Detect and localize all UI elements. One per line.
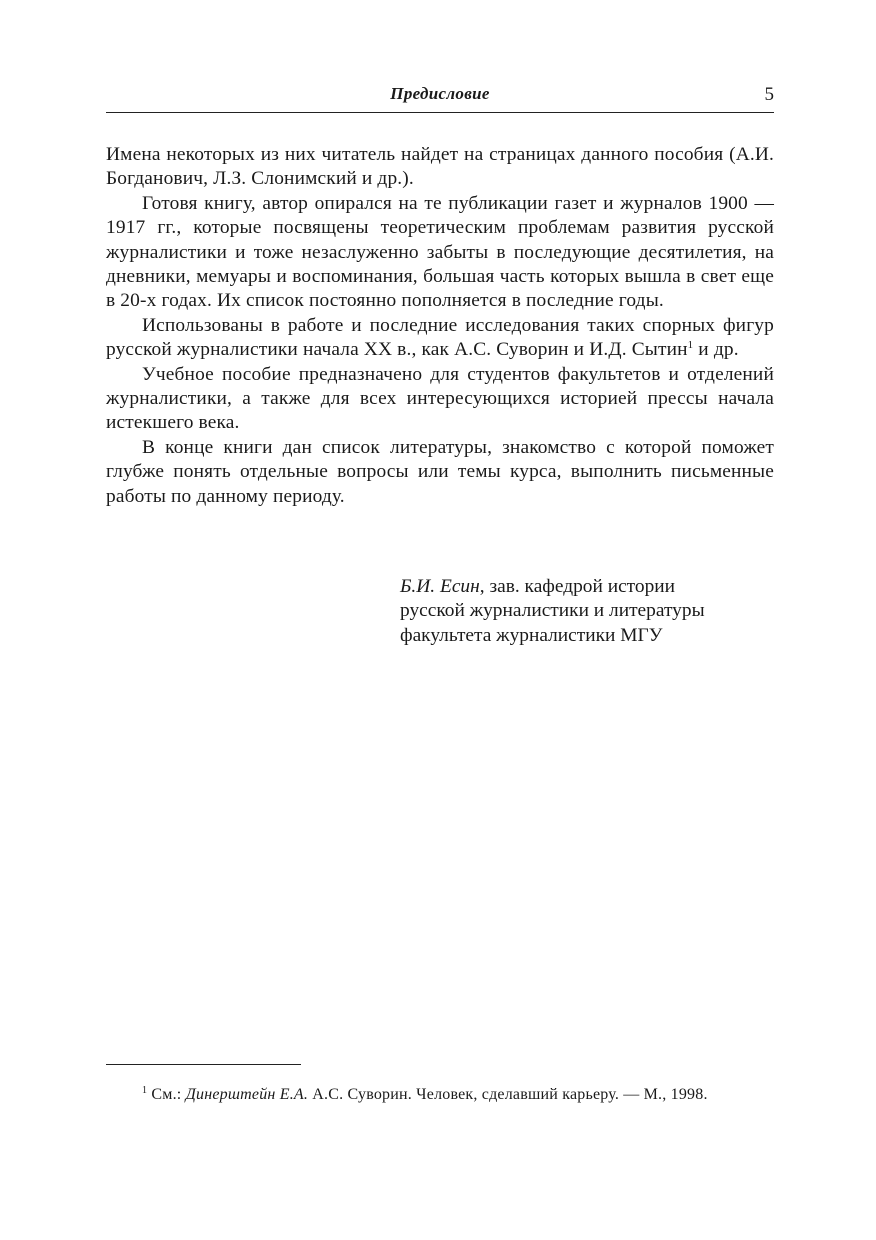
footnote-author: Динерштейн Е.А. xyxy=(185,1086,309,1103)
signature-position: , зав. кафедрой истории xyxy=(479,576,676,597)
running-header xyxy=(106,84,774,113)
page-number: 5 xyxy=(764,84,774,105)
body-text xyxy=(106,143,774,509)
paragraph-1: Имена некоторых из них читатель найдет на страницах данного пособия (А.И. Богданович, Л.З. Слонимский и др.). xyxy=(106,144,774,190)
paragraph-5: В конце книги дан список литературы, знакомство с которой поможет глубже понять отдельные вопросы или темы курса, выполнить письменные работы по данному периоду. xyxy=(106,436,774,507)
paragraph-3 xyxy=(106,314,774,363)
footnote xyxy=(106,1084,774,1106)
signature-line-1 xyxy=(400,575,774,599)
signature-block xyxy=(400,575,774,648)
running-header-title: Предисловие xyxy=(390,84,490,103)
footnote-reference[interactable]: 1 xyxy=(687,339,694,352)
footnote-divider xyxy=(106,1064,301,1065)
footnote-prefix: См.: xyxy=(147,1086,186,1103)
signature-author: Б.И. Есин xyxy=(400,576,480,597)
paragraph-3-text: Использованы в работе и последние исследования таких спорных фигур русской журналистики начала XX в., как А.С. Суворин и И.Д. Сытин xyxy=(106,314,774,361)
footnote-citation: А.С. Суворин. Человек, сделавший карьеру. — М., 1998. xyxy=(308,1086,708,1103)
footnote-mark: 1 xyxy=(142,1085,148,1096)
signature-line-2: русской журналистики и литературы xyxy=(400,600,705,622)
signature-line-3: факультета журналистики МГУ xyxy=(400,624,663,646)
paragraph-4: Учебное пособие предназначено для студентов факультетов и отделений журналистики, а также для всех интересующихся историей прессы начала истекшего века. xyxy=(106,363,774,434)
paragraph-3-text-end: и др. xyxy=(693,339,739,361)
paragraph-2: Готовя книгу, автор опирался на те публикации газет и журналов 1900 — 1917 гг., которые посвящены теоретическим проблемам развития русской журналистики и тоже незаслуженно забыты в последующие десятилетия, на дневники, мемуары и воспоминания, большая часть которых вышла в свет еще в 20-х годах. Их список постоянно пополняется в последние годы. xyxy=(106,192,774,312)
